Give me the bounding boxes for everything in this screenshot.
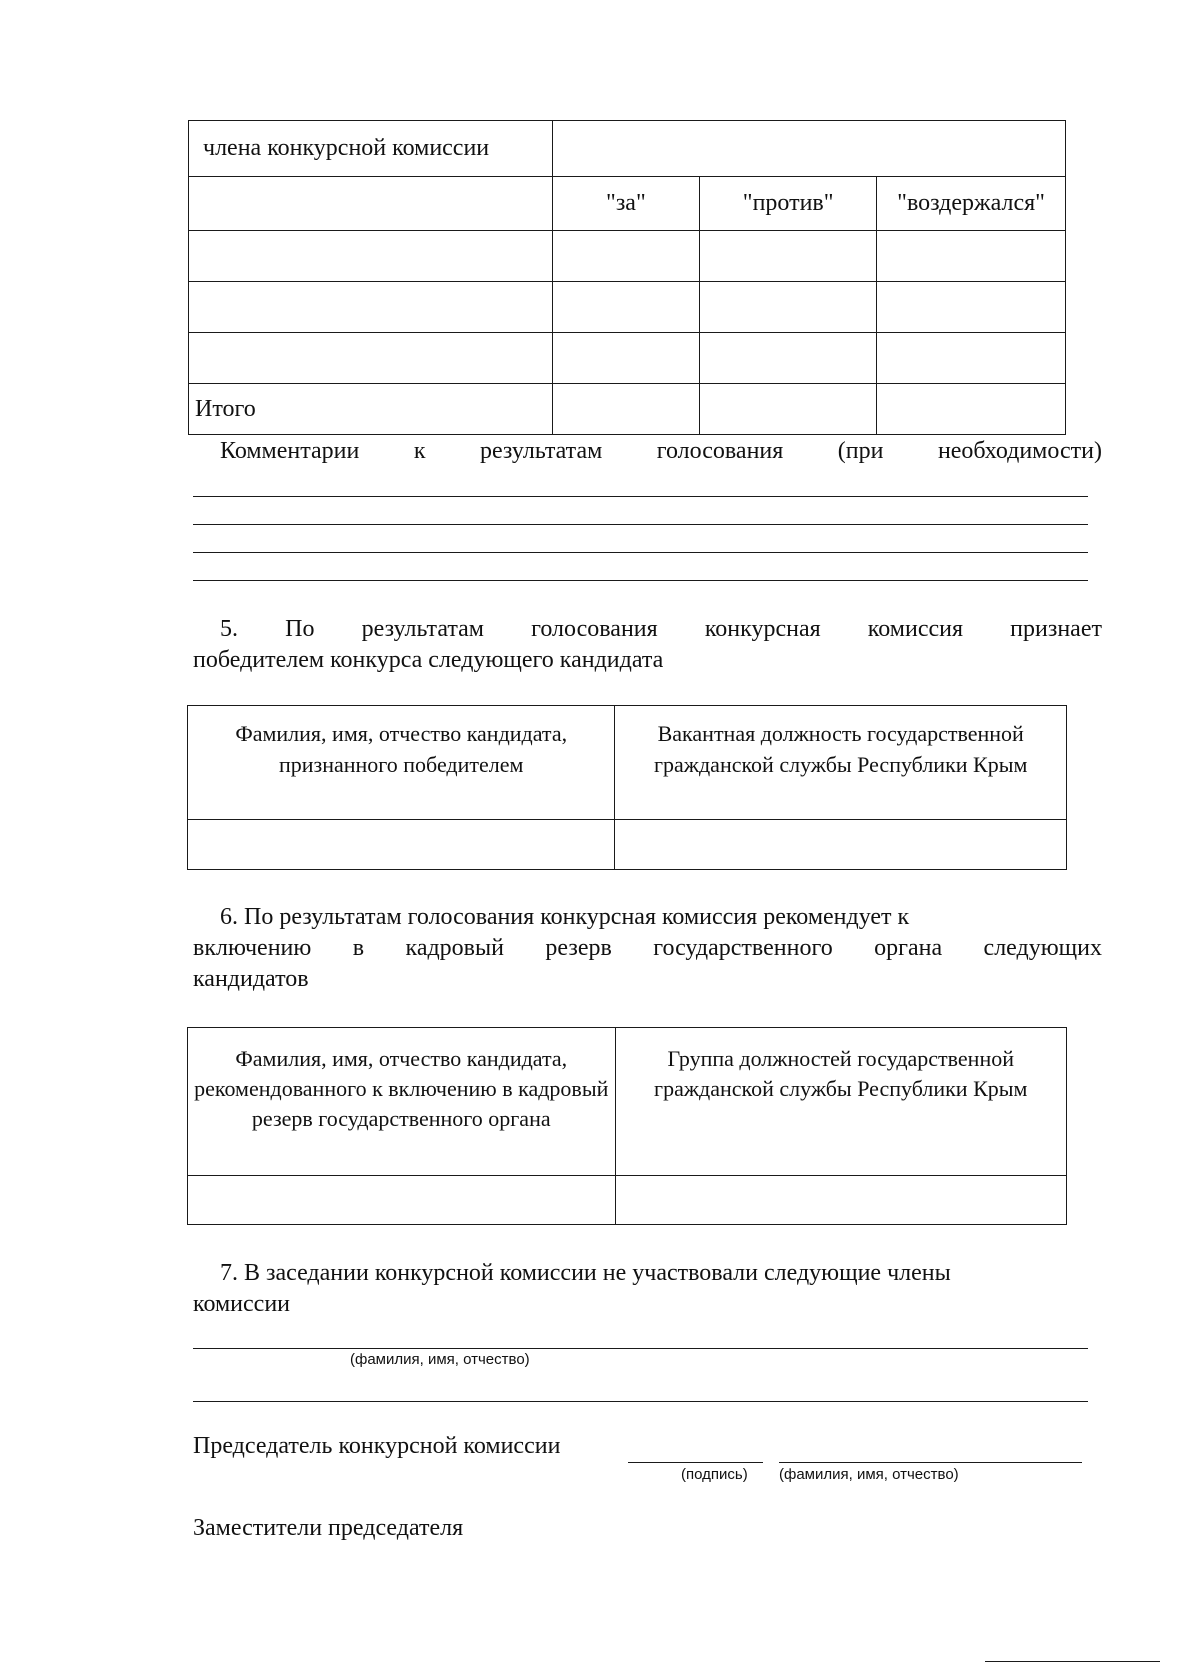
vacant-position-header: Вакантная должность государственной гражданской службы Республики Крым bbox=[615, 706, 1067, 820]
absent-members-line bbox=[193, 1348, 1088, 1349]
reserve-name-header: Фамилия, имя, отчество кандидата, рекомендованного к включению в кадровый резерв государственного органа bbox=[188, 1028, 616, 1176]
section7-line2: комиссии bbox=[193, 1291, 291, 1317]
comment-line bbox=[193, 496, 1088, 497]
total-row bbox=[189, 384, 1066, 435]
comment-line bbox=[193, 580, 1088, 581]
vote-header-cell bbox=[552, 121, 1066, 177]
chairman-signature-line bbox=[628, 1462, 763, 1463]
table-row bbox=[189, 333, 1066, 384]
section5-line1: 5. По результатам голосования конкурсная комиссия признает bbox=[220, 616, 1102, 642]
comments-label: Комментарии к результатам голосования (при необходимости) bbox=[220, 438, 1102, 464]
winner-name-header: Фамилия, имя, отчество кандидата, признанного победителем bbox=[188, 706, 615, 820]
table-row bbox=[189, 282, 1066, 333]
section7-line1: 7. В заседании конкурсной комиссии не участвовали следующие члены bbox=[220, 1260, 951, 1286]
chairman-label: Председатель конкурсной комиссии bbox=[193, 1433, 561, 1459]
member-header-label: члена конкурсной комиссии bbox=[203, 135, 490, 161]
winner-table bbox=[187, 705, 1067, 870]
bottom-line bbox=[985, 1661, 1160, 1662]
table-row bbox=[188, 1176, 1067, 1225]
signature-caption: (подпись) bbox=[681, 1466, 748, 1483]
absent-members-caption: (фамилия, имя, отчество) bbox=[350, 1351, 530, 1368]
section5-line2: победителем конкурса следующего кандидата bbox=[193, 647, 664, 673]
chairman-name-line bbox=[779, 1462, 1082, 1463]
comment-line bbox=[193, 552, 1088, 553]
comment-line bbox=[193, 524, 1088, 525]
deputies-label: Заместители председателя bbox=[193, 1515, 464, 1541]
absent-members-line bbox=[193, 1401, 1088, 1402]
table-row bbox=[189, 231, 1066, 282]
total-label: Итого bbox=[195, 395, 256, 422]
voting-table bbox=[188, 120, 1066, 435]
position-group-header: Группа должностей государственной гражданской службы Республики Крым bbox=[615, 1028, 1066, 1176]
name-caption: (фамилия, имя, отчество) bbox=[779, 1466, 959, 1483]
table-row bbox=[188, 820, 1067, 870]
col-against: "против" bbox=[700, 177, 877, 231]
col-for: "за" bbox=[552, 177, 700, 231]
reserve-table bbox=[187, 1027, 1067, 1225]
section6-line1: 6. По результатам голосования конкурсная комиссия рекомендует к bbox=[220, 904, 910, 930]
section6-line2: включению в кадровый резерв государственного органа следующих bbox=[193, 935, 1102, 961]
col-abstained: "воздержался" bbox=[877, 177, 1066, 231]
section6-line3: кандидатов bbox=[193, 966, 309, 992]
member-header-cell bbox=[189, 121, 553, 177]
vote-table-cell bbox=[189, 177, 553, 231]
